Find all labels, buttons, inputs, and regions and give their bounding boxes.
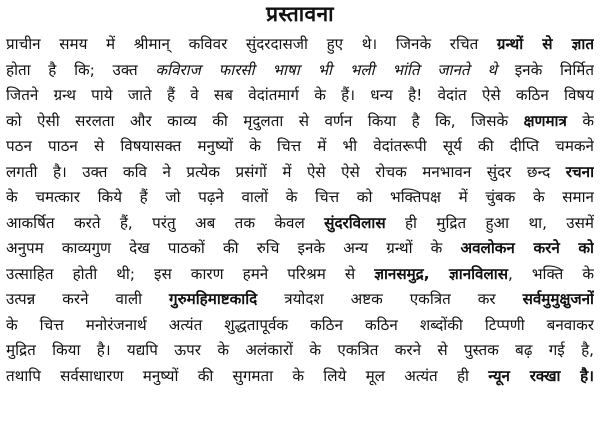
emphasized-text: ज्ञानसमुद्र, ज्ञानविलास (374, 264, 508, 283)
text-line (6, 185, 594, 211)
text-segment: को ऐसी सरलता और काव्य की मृदुलता से वर्णन किया है कि, जिसके (6, 111, 524, 130)
text-segment: जितने ग्रन्थ पाये जाते हैं वे सब वेदांतमार्ग के हैं। धन्य है! वेदांत ऐसे कठिन विषय (6, 86, 594, 104)
emphasized-text: सर्वमुमुक्षुजनों (522, 290, 594, 308)
emphasized-text: ग्रन्थों से ज्ञात (496, 35, 594, 53)
text-line (6, 364, 594, 390)
emphasized-text: क्षणमात्र (523, 111, 567, 130)
text-line (6, 313, 594, 339)
text-line (6, 262, 594, 288)
text-line (6, 109, 594, 135)
text-line (6, 236, 594, 262)
document-title: प्रस्तावना (266, 2, 334, 26)
text-segment: के (566, 111, 594, 130)
text-line (6, 211, 594, 237)
italic-text: कविराज फारसी भाषा भी भली भांति जानते थे (155, 60, 497, 79)
emphasized-text: सुंदरविलास (324, 213, 386, 232)
text-segment: , भक्ति के (508, 264, 594, 283)
text-line (6, 58, 594, 84)
text-line (6, 32, 594, 58)
text-segment: उत्साहित होती थी; इस कारण हमने परिश्रम से (6, 264, 375, 283)
emphasized-text: रचना (565, 162, 594, 181)
text-segment: के चमत्कार किये हैं जो पढ़ने वालों के चित्त को भक्तिपक्ष में चुंबक के समान (6, 188, 594, 206)
text-segment: मुद्रित किया है। यद्यपि ऊपर के अलंकारों के एकत्रित करने से पुस्तक बढ़ गई है, (6, 341, 594, 359)
text-segment: तथापि सर्वसाधारण मनुष्यों की सुगमता के लिये मूल अत्यंत ही (6, 366, 489, 385)
text-line (6, 134, 594, 160)
text-segment: पठन पाठन से विषयासक्त मनुष्यों के चित्त में भी वेदांतरूपी सूर्य की दीप्ति चमकने (6, 137, 594, 155)
text-segment: लगती है। उक्त कवि ने प्रत्येक प्रसंगों में ऐसे ऐसे रोचक मनभावन सुंदर छन्द (6, 162, 566, 181)
emphasized-text: अवलोकन करने को (460, 239, 594, 257)
emphasized-text: गुरुमहिमाष्टकादि (169, 290, 258, 308)
text-segment: के चित्त मनोरंजनार्थ अत्यंत शुद्धतापूर्वक कठिन कठिन शब्दोंकी टिप्पणी बनवाकर (6, 315, 594, 334)
text-segment: इनके निर्मित (496, 60, 594, 79)
text-segment: होता है कि; उक्त (6, 60, 156, 79)
document-body (6, 32, 594, 389)
text-line (6, 287, 594, 313)
emphasized-text: न्यून रक्खा है। (488, 366, 594, 385)
text-segment: त्रयोदश अष्टक एकत्रित कर (257, 290, 523, 308)
text-segment: उत्पन्न करने वाली (6, 290, 170, 308)
text-segment: ही मुद्रित हुआ था, उसमें (385, 213, 594, 232)
text-line (6, 160, 594, 186)
text-segment: प्राचीन समय में श्रीमान् कविवर सुंदरदासजी हुए थे। जिनके रचित (6, 35, 497, 53)
text-line (6, 83, 594, 109)
text-segment: अनुपम काव्यगुण देख पाठकों की रुचि इनके अन्य ग्रन्थों के (6, 239, 461, 257)
text-line (6, 338, 594, 364)
text-segment: आकर्षित करते हैं, परंतु अब तक केवल (6, 213, 325, 232)
